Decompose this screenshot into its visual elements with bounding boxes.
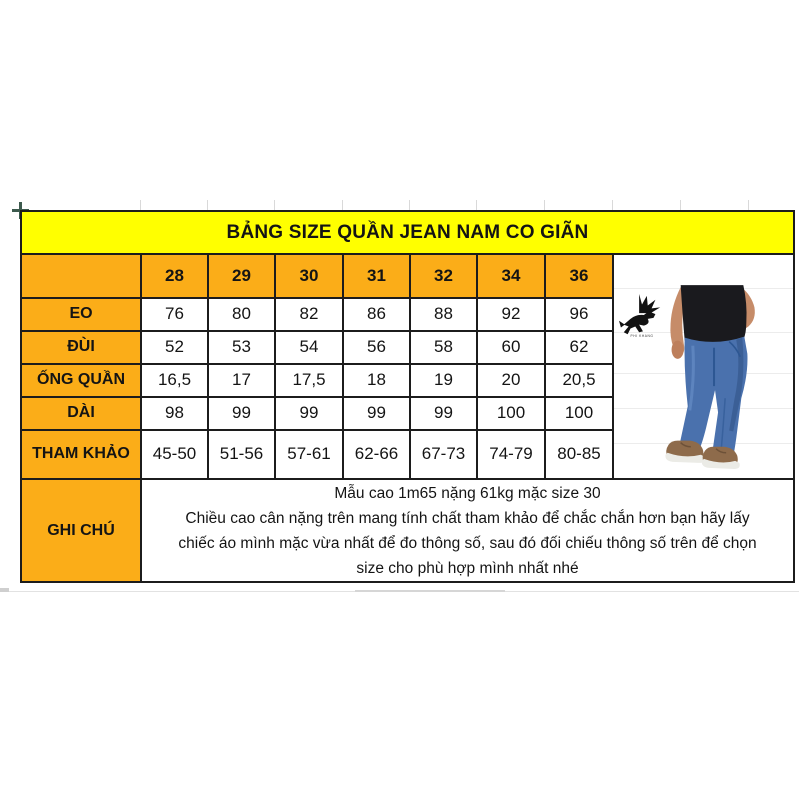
row-label-dui: ĐÙI	[21, 331, 141, 364]
cell-value: 54	[275, 331, 343, 364]
cell-value: 62	[545, 331, 613, 364]
cell-value: 82	[275, 298, 343, 331]
size-col-header: 28	[141, 254, 208, 298]
size-col-header: 32	[410, 254, 477, 298]
note-line: Chiều cao cân nặng trên mang tính chất tham khảo để chắc chắn hơn bạn hãy lấy	[185, 509, 750, 527]
size-col-header: 30	[275, 254, 343, 298]
cell-value: 56	[343, 331, 410, 364]
table-title: BẢNG SIZE QUẦN JEAN NAM CO GIÃN	[21, 211, 794, 254]
gridline	[0, 588, 9, 592]
cell-value: 100	[545, 397, 613, 430]
note-cell	[141, 479, 794, 582]
cell-value: 74-79	[477, 430, 545, 479]
cell-value: 80	[208, 298, 275, 331]
row-label-tham-khao: THAM KHẢO	[21, 430, 141, 479]
cell-value: 17	[208, 364, 275, 397]
row-label-eo: EO	[21, 298, 141, 331]
cell-value: 99	[343, 397, 410, 430]
size-col-header: 29	[208, 254, 275, 298]
cell-value: 80-85	[545, 430, 613, 479]
model-wearing-jeans-image	[640, 277, 784, 475]
cell-value: 52	[141, 331, 208, 364]
cell-value: 98	[141, 397, 208, 430]
cell-value: 20	[477, 364, 545, 397]
cell-value: 99	[275, 397, 343, 430]
gridline	[355, 590, 505, 592]
row-label-dai: DÀI	[21, 397, 141, 430]
cell-value: 20,5	[545, 364, 613, 397]
size-col-header: 34	[477, 254, 545, 298]
cell-value: 17,5	[275, 364, 343, 397]
cell-value: 18	[343, 364, 410, 397]
cell-value: 51-56	[208, 430, 275, 479]
cell-value: 67-73	[410, 430, 477, 479]
cell-value: 99	[410, 397, 477, 430]
logo-brand-text: PHI KHANG	[630, 334, 654, 339]
note-line: size cho phù hợp mình nhất nhé	[356, 559, 579, 577]
cell-value: 53	[208, 331, 275, 364]
size-col-header: 31	[343, 254, 410, 298]
product-photo	[614, 255, 793, 478]
cell-value: 45-50	[141, 430, 208, 479]
product-photo-cell	[613, 254, 794, 479]
cell-value: 88	[410, 298, 477, 331]
note-line: chiếc áo mình mặc vừa nhất để đo thông số, sau đó đối chiếu thông số trên để chọn	[178, 534, 757, 552]
cell-value: 62-66	[343, 430, 410, 479]
cell-value: 96	[545, 298, 613, 331]
row-label-ong-quan: ỐNG QUẦN	[21, 364, 141, 397]
cell-value: 100	[477, 397, 545, 430]
cell-value: 58	[410, 331, 477, 364]
cell-value: 60	[477, 331, 545, 364]
note-label: GHI CHÚ	[21, 479, 141, 582]
size-chart-table	[20, 210, 795, 583]
cell-value: 86	[343, 298, 410, 331]
cell-value: 92	[477, 298, 545, 331]
corner-cell	[21, 254, 141, 298]
cell-value: 76	[141, 298, 208, 331]
cell-value: 19	[410, 364, 477, 397]
cell-value: 16,5	[141, 364, 208, 397]
cell-value: 57-61	[275, 430, 343, 479]
size-col-header: 36	[545, 254, 613, 298]
note-line: Mẫu cao 1m65 nặng 61kg mặc size 30	[334, 484, 601, 502]
cell-value: 99	[208, 397, 275, 430]
